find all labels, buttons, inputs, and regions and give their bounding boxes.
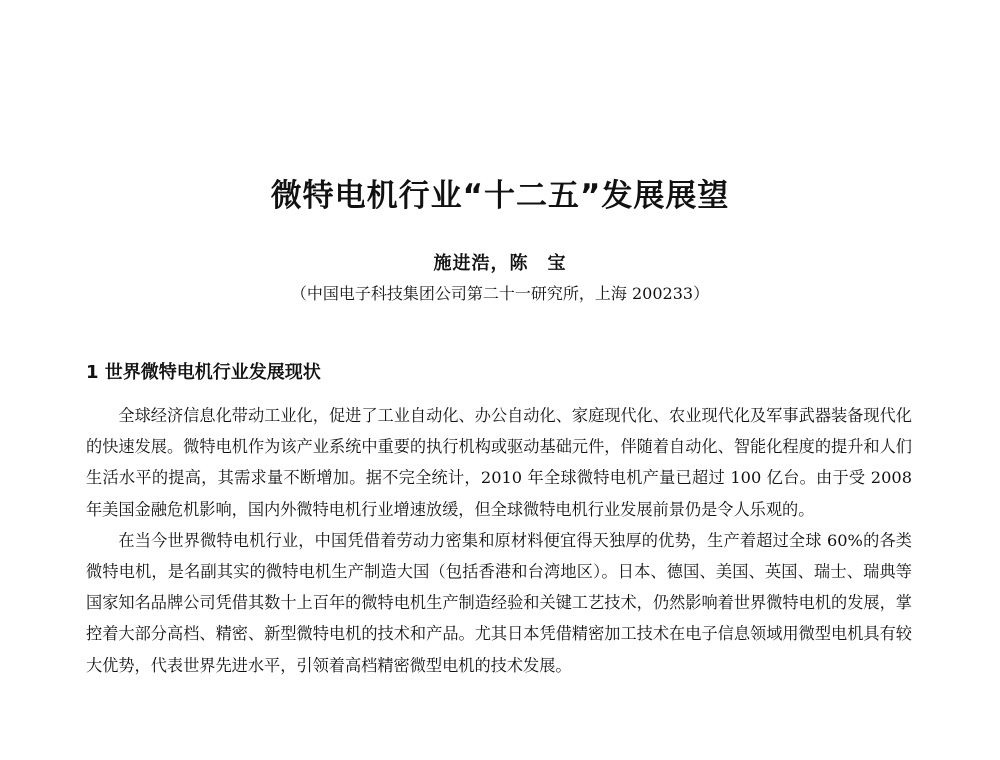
paragraph-1: 全球经济信息化带动工业化，促进了工业自动化、办公自动化、家庭现代化、农业现代化及军事武器装备现代化的快速发展。微特电机作为该产业系统中重要的执行机构或驱动基础元件，伴随着自动化、智能化程度的提升和人们生活水平的提高，其需求量不断增加。据不完全统计，2010 年全球微特电机产量已超过 100 亿台。由于受 2008 年美国金融危机影响，国内外微特电机行业增速放缓，但全球微特电机行业发展前景仍是令人乐观的。 bbox=[86, 406, 912, 519]
author-affiliation: （中国电子科技集团公司第二十一研究所，上海 200233） bbox=[290, 284, 710, 303]
paper-title: 微特电机行业“十二五”发展展望 bbox=[270, 178, 730, 214]
section-body bbox=[86, 400, 912, 681]
paper-authors: 施进浩，陈 宝 bbox=[433, 253, 567, 274]
paragraph-2: 在当今世界微特电机行业，中国凭借着劳动力密集和原材料便宜得天独厚的优势，生产着超过全球 60%的各类微特电机，是名副其实的微特电机生产制造大国（包括香港和台湾地区）。日本、德国、美国、英国、瑞士、瑞典等国家知名品牌公司凭借其数十上百年的微特电机生产制造经验和关键工艺技术，仍然影响着世界微特电机的发展，掌控着大部分高档、精密、新型微特电机的技术和产品。尤其日本凭借精密加工技术在电子信息领域用微型电机具有较大优势，代表世界先进水平，引领着高档精密微型电机的技术发展。 bbox=[86, 530, 912, 675]
section-heading: 1 世界微特电机行业发展现状 bbox=[86, 362, 321, 383]
